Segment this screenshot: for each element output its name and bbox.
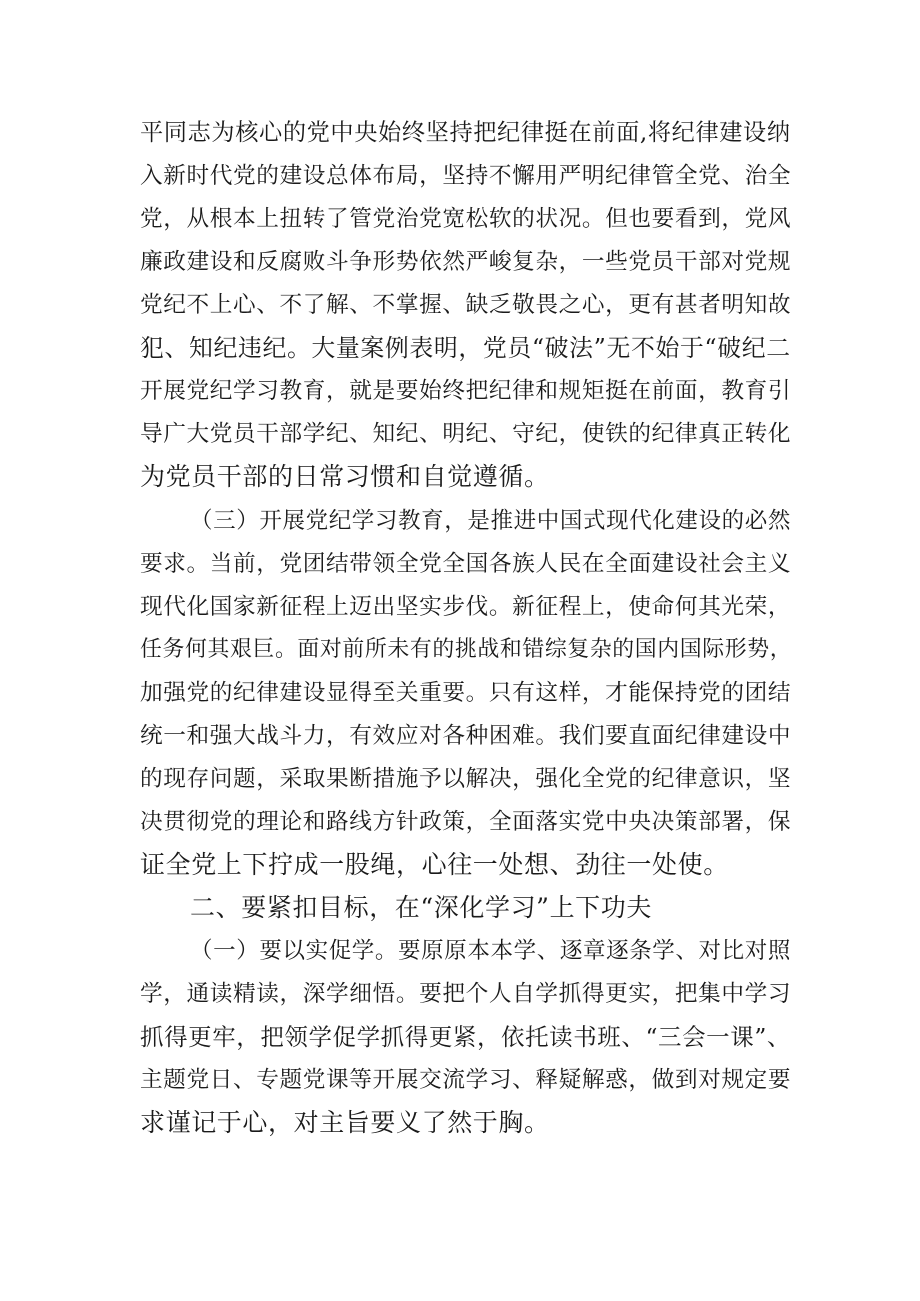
text-line: 要求。当前，党团结带领全党全国各族人民在全面建设社会主义	[140, 551, 792, 577]
text-line: 现代化国家新征程上迈出坚实步伐。新征程上，使命何其光荣，	[140, 594, 792, 620]
text-line: 廉政建设和反腐败斗争形势依然严峻复杂，一些党员干部对党规	[140, 249, 792, 275]
text-line: （三）开展党纪学习教育，是推进中国式现代化建设的必然	[190, 508, 792, 534]
text-line: 平同志为核心的党中央始终坚持把纪律挺在前面,将纪律建设纳	[140, 119, 791, 146]
text-line: 统一和强大战斗力，有效应对各种困难。我们要直面纪律建设中	[140, 723, 792, 749]
text-line: 为党员干部的日常习惯和自觉遵循。	[140, 462, 550, 491]
text-line: 犯、知纪违纪。大量案例表明，党员“破法”无不始于“破纪二	[140, 334, 791, 362]
text-line: 求谨记于心，对主旨要义了然于胸。	[140, 1108, 550, 1137]
text-line: 抓得更牢，把领学促学抓得更紧，依托读书班、“三会一课”、	[140, 1023, 791, 1051]
text-line: 证全党上下拧成一股绳，心往一处想、劲往一处使。	[140, 850, 729, 879]
text-line: 学，通读精读，深学细悟。要把个人自学抓得更实，把集中学习	[140, 981, 792, 1007]
text-line: 任务何其艰巨。面对前所未有的挑战和错综复杂的国内国际形势，	[140, 637, 793, 662]
section-heading: 二、要紧扣目标，在“深化学习”上下功夫	[190, 893, 652, 922]
text-line: 加强党的纪律建设显得至关重要。只有这样，才能保持党的团结	[140, 680, 792, 706]
text-line: 导广大党员干部学纪、知纪、明纪、守纪，使铁的纪律真正转化	[140, 421, 792, 447]
text-line: 党，从根本上扭转了管党治党宽松软的状况。但也要看到，党风	[140, 206, 792, 232]
text-line: 开展党纪学习教育，就是要始终把纪律和规矩挺在前面，教育引	[140, 378, 792, 404]
text-line: 入新时代党的建设总体布局，坚持不懈用严明纪律管全党、治全	[140, 163, 792, 189]
text-line: 主题党日、专题党课等开展交流学习、释疑解惑，做到对规定要	[140, 1067, 792, 1093]
text-line: （一）要以实促学。要原原本本学、逐章逐条学、对比对照	[190, 938, 792, 964]
text-line: 的现存问题，采取果断措施予以解决，强化全党的纪律意识，坚	[140, 766, 792, 792]
text-line: 党纪不上心、不了解、不掌握、缺乏敬畏之心，更有甚者明知故	[140, 292, 792, 318]
text-line: 决贯彻党的理论和路线方针政策，全面落实党中央决策部署，保	[140, 809, 792, 835]
